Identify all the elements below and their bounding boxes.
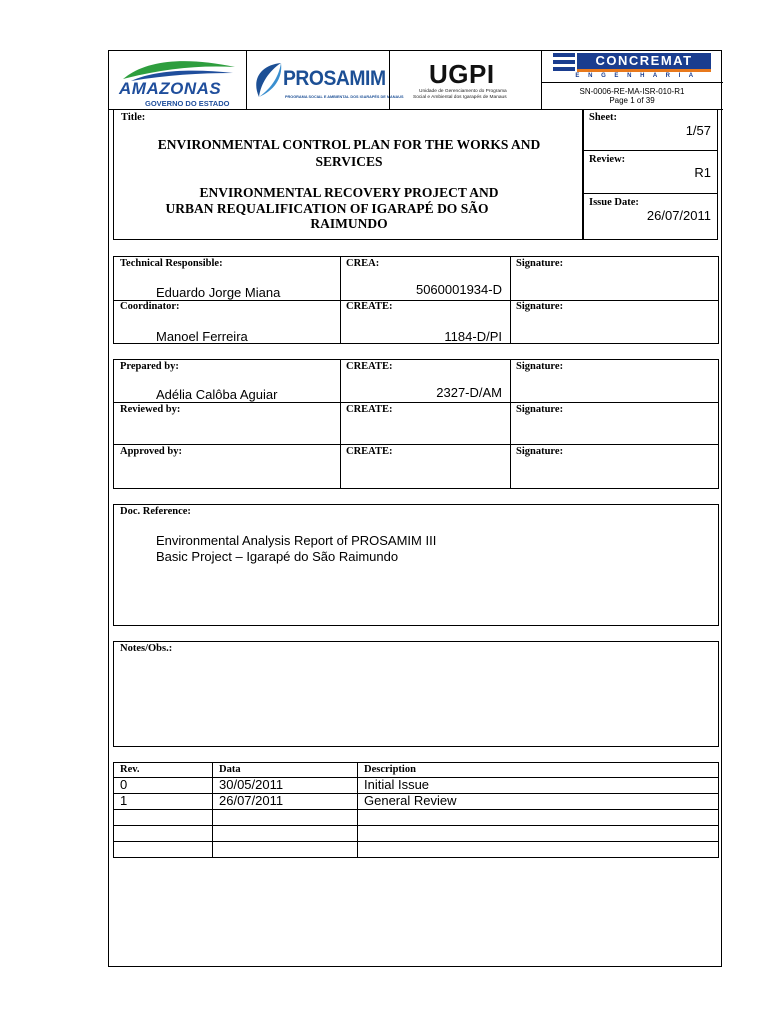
- prosamim-logo: [251, 59, 404, 105]
- signature-label: Signature:: [516, 361, 564, 372]
- title-line-1: ENVIRONMENTAL CONTROL PLAN FOR THE WORKS AND: [157, 137, 541, 152]
- create-label: CREATE:: [346, 446, 393, 457]
- doc-code: SN-0006-RE-MA-ISR-010-R1: [579, 87, 685, 96]
- subtitle-line-3: RAIMUNDO: [310, 216, 388, 231]
- doc-reference-box: [113, 504, 719, 626]
- description-header: Description: [364, 764, 416, 775]
- amazonas-logo: [117, 57, 242, 107]
- doc-reference-label: Doc. Reference:: [120, 506, 191, 517]
- notes-box: [113, 641, 719, 747]
- sheet-info-box: [583, 109, 718, 240]
- table-row-description: Initial Issue: [364, 777, 430, 792]
- coordinator-label: Coordinator:: [120, 301, 180, 312]
- signature-label: Signature:: [516, 404, 564, 415]
- prosamim-name: PROSAMIM: [283, 67, 386, 90]
- notes-label: Notes/Obs.:: [120, 643, 173, 654]
- responsibles-table: [113, 256, 719, 344]
- prepared-by-label: Prepared by:: [120, 361, 179, 372]
- signature-label: Signature:: [516, 301, 564, 312]
- create-label: CREATE:: [346, 301, 393, 312]
- title-box: [113, 109, 583, 240]
- subtitle-line-2: URBAN REQUALIFICATION OF IGARAPÉ DO SÃO: [165, 201, 489, 216]
- rev-header: Rev.: [120, 764, 140, 775]
- title-line-2: SERVICES: [315, 154, 383, 169]
- review-label: Review:: [589, 154, 626, 165]
- ugpi-sub-1: Unidade de Gerenciamento do Programa: [419, 89, 507, 94]
- ugpi-sub-2: Social e Ambiental dos Igarapés de Manaus: [413, 95, 507, 100]
- coordinator-create: 1184-D/PI: [444, 329, 502, 344]
- coordinator-name: Manoel Ferreira: [156, 329, 248, 344]
- sheet-value: 1/57: [685, 123, 711, 138]
- amazonas-sub: GOVERNO DO ESTADO: [145, 99, 230, 108]
- tech-responsible-label: Technical Responsible:: [120, 258, 223, 269]
- create-label: CREATE:: [346, 361, 393, 372]
- header-divider: [389, 51, 390, 109]
- sheet-label: Sheet:: [589, 112, 617, 123]
- issue-date-label: Issue Date:: [589, 197, 639, 208]
- prosamim-sub: PROGRAMA SOCIAL E AMBIENTAL DOS IGARAPÉS DE MANAUS: [285, 95, 404, 99]
- header-box: [109, 51, 723, 109]
- amazonas-name: AMAZONAS: [119, 79, 222, 98]
- concremat-mark-icon: [553, 53, 575, 71]
- table-row-description: General Review: [364, 793, 457, 808]
- page-info: Page 1 of 39: [609, 96, 655, 105]
- title-label: Title:: [121, 112, 146, 123]
- revisions-table: [113, 762, 719, 858]
- document-page: [108, 50, 722, 967]
- table-row-date: 30/05/2011: [219, 777, 284, 792]
- prosamim-leaf-icon: [251, 61, 287, 99]
- doc-reference-line-2: Basic Project – Igarapé do São Raimundo: [156, 549, 399, 564]
- signature-label: Signature:: [516, 446, 564, 457]
- ugpi-logo: [399, 59, 539, 105]
- subtitle-line-1: ENVIRONMENTAL RECOVERY PROJECT AND: [199, 185, 499, 200]
- create-label: CREATE:: [346, 404, 393, 415]
- crea-value: 5060001934-D: [415, 282, 502, 297]
- prepared-by-name: Adélia Calôba Aguiar: [156, 387, 278, 402]
- concremat-sub: E N G E N H A R I A: [575, 73, 697, 79]
- concremat-name: CONCREMAT: [577, 53, 711, 69]
- prepared-by-create: 2327-D/AM: [436, 385, 502, 400]
- issue-date-value: 26/07/2011: [646, 208, 711, 223]
- reviewed-by-label: Reviewed by:: [120, 404, 181, 415]
- review-value: R1: [694, 165, 711, 180]
- concremat-orange-bar: [577, 69, 711, 72]
- table-row-date: 26/07/2011: [219, 793, 284, 808]
- data-header: Data: [219, 764, 241, 775]
- signature-label: Signature:: [516, 258, 564, 269]
- approvals-table: [113, 359, 719, 489]
- approved-by-label: Approved by:: [120, 446, 182, 457]
- header-divider: [246, 51, 247, 109]
- crea-label: CREA:: [346, 258, 380, 269]
- concremat-logo: [553, 53, 719, 81]
- header-code-divider: [541, 82, 723, 83]
- tech-responsible-name: Eduardo Jorge Miana: [156, 285, 281, 300]
- table-row-rev: 1: [120, 793, 128, 808]
- doc-reference-line-1: Environmental Analysis Report of PROSAMIM III: [156, 533, 437, 548]
- table-row-rev: 0: [120, 777, 128, 792]
- ugpi-name: UGPI: [429, 59, 495, 89]
